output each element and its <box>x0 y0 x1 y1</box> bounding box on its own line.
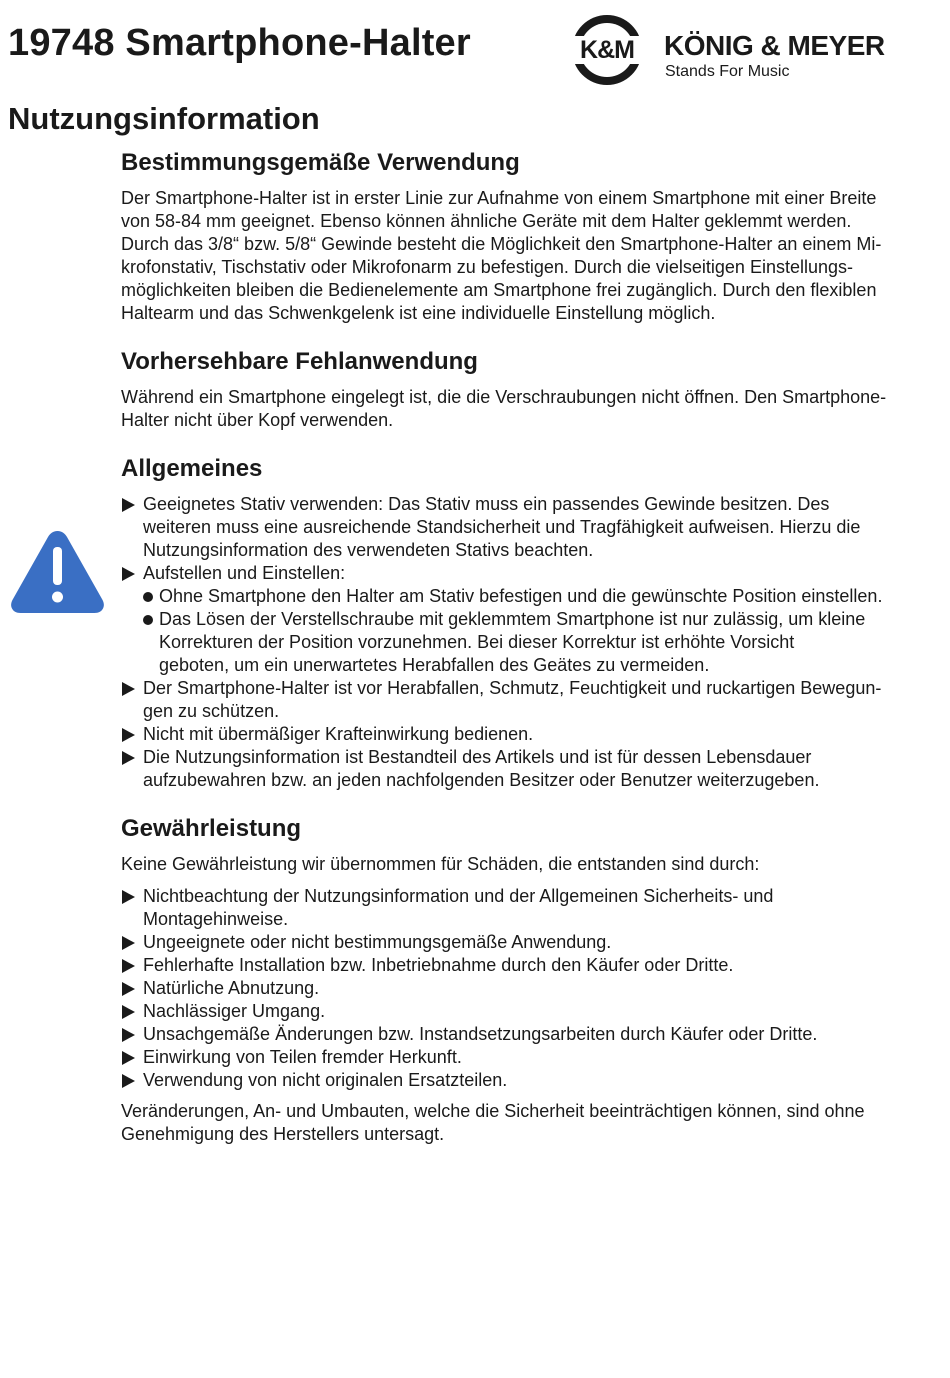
text-line: Unsachgemäße Änderungen bzw. Instandsetzungsarbeiten durch Käufer oder Dritte. <box>143 1024 818 1044</box>
dot-bullet-icon <box>143 615 153 625</box>
arrow-bullet-icon <box>122 1005 135 1019</box>
document-title: 19748 Smartphone-Halter <box>8 22 471 64</box>
text-line: weiteren muss eine ausreichende Standsicherheit und Tragfähigkeit aufweisen. Hierzu die <box>143 517 861 537</box>
arrow-bullet-icon <box>122 682 135 696</box>
text-line: Veränderungen, An- und Umbauten, welche die Sicherheit beeinträchtigen können, sind ohne <box>121 1101 865 1121</box>
paragraph <box>121 853 933 876</box>
section-intended-use <box>121 147 933 325</box>
text-line: Aufstellen und Einstellen: <box>143 563 346 583</box>
text-line: Ungeeignete oder nicht bestimmungsgemäße Anwendung. <box>143 932 612 952</box>
document-body <box>121 147 933 1146</box>
text-line: Fehlerhafte Installation bzw. Inbetriebnahme durch den Käufer oder Dritte. <box>143 955 734 975</box>
brand-logo <box>566 12 936 88</box>
general-list <box>121 493 933 792</box>
text-line: Nichtbeachtung der Nutzungsinformation und der Allgemeinen Sicherheits- und <box>143 886 774 906</box>
text-line: Genehmigung des Herstellers untersagt. <box>121 1124 445 1144</box>
list-item <box>121 977 933 1000</box>
text-line: Die Nutzungsinformation ist Bestandteil des Artikels und ist für dessen Lebensdauer <box>143 747 812 767</box>
text-line: Der Smartphone-Halter ist vor Herabfallen, Schmutz, Feuchtigkeit und ruckartigen Bewegun- <box>143 678 882 698</box>
list-item <box>121 746 933 792</box>
section-heading: Bestimmungsgemäße Verwendung <box>121 149 520 176</box>
list-item <box>121 885 933 931</box>
arrow-bullet-icon <box>122 959 135 973</box>
section-general <box>121 453 933 792</box>
text-line: Geeignetes Stativ verwenden: Das Stativ muss ein passendes Gewinde besitzen. Des <box>143 494 830 514</box>
list-item <box>121 931 933 954</box>
list-item <box>121 1000 933 1023</box>
list-item <box>121 677 933 723</box>
sub-list-item <box>121 608 933 677</box>
document-subtitle: Nutzungsinformation <box>8 101 320 136</box>
arrow-bullet-icon <box>122 498 135 512</box>
text-line: krofonstativ, Tischstativ oder Mikrofonarm zu befestigen. Durch die vielseitigen Einstellungs- <box>121 257 853 277</box>
arrow-bullet-icon <box>122 890 135 904</box>
arrow-bullet-icon <box>122 567 135 581</box>
section-heading: Vorhersehbare Fehlanwendung <box>121 348 478 375</box>
text-line: Keine Gewährleistung wir übernommen für Schäden, die entstanden sind durch: <box>121 854 760 874</box>
text-line: Während ein Smartphone eingelegt ist, die die Verschraubungen nicht öffnen. Den Smartphone- <box>121 387 887 407</box>
text-line: Durch das 3/8“ bzw. 5/8“ Gewinde besteht die Möglichkeit den Smartphone-Halter an einem Mi- <box>121 234 882 254</box>
text-line: Nachlässiger Umgang. <box>143 1001 326 1021</box>
list-item <box>121 723 933 746</box>
text-line: Das Lösen der Verstellschraube mit geklemmtem Smartphone ist nur zulässig, um kleine <box>159 609 866 629</box>
text-line: Nutzungsinformation des verwendeten Stativs beachten. <box>143 540 594 560</box>
list-item <box>121 1046 933 1069</box>
section-heading: Allgemeines <box>121 455 263 482</box>
list-item <box>121 493 933 562</box>
text-line: geboten, um ein unerwartetes Herabfallen des Geätes zu vermeiden. <box>159 655 710 675</box>
arrow-bullet-icon <box>122 936 135 950</box>
list-item <box>121 1023 933 1046</box>
arrow-bullet-icon <box>122 1074 135 1088</box>
text-line: Montagehinweise. <box>143 909 289 929</box>
list-item <box>121 954 933 977</box>
text-line: aufzubewahren bzw. an jeden nachfolgenden Besitzer oder Benutzer weiterzugeben. <box>143 770 820 790</box>
arrow-bullet-icon <box>122 728 135 742</box>
brand-name: KÖNIG & MEYER <box>664 30 885 61</box>
arrow-bullet-icon <box>122 751 135 765</box>
section-warranty <box>121 813 933 1146</box>
paragraph <box>121 1100 933 1146</box>
text-line: Natürliche Abnutzung. <box>143 978 320 998</box>
arrow-bullet-icon <box>122 982 135 996</box>
text-line: von 58-84 mm geeignet. Ebenso können ähnliche Geräte mit dem Halter geklemmt werden. <box>121 211 852 231</box>
text-line: gen zu schützen. <box>143 701 280 721</box>
arrow-bullet-icon <box>122 1028 135 1042</box>
text-line: Verwendung von nicht originalen Ersatzteilen. <box>143 1070 508 1090</box>
text-line: Nicht mit übermäßiger Krafteinwirkung bedienen. <box>143 724 534 744</box>
arrow-bullet-icon <box>122 1051 135 1065</box>
text-line: möglichkeiten bleiben die Bedienelemente am Smartphone frei zugänglich. Durch den flexiblen <box>121 280 877 300</box>
svg-text:K&M: K&M <box>580 36 634 64</box>
text-line: Einwirkung von Teilen fremder Herkunft. <box>143 1047 462 1067</box>
brand-slogan: Stands For Music <box>665 63 790 80</box>
text-line: Haltearm und das Schwenkgelenk ist eine individuelle Einstellung möglich. <box>121 303 716 323</box>
warranty-list <box>121 885 933 1092</box>
text-line: Korrekturen der Position vorzunehmen. Bei dieser Korrektur ist erhöhte Vorsicht <box>159 632 795 652</box>
paragraph <box>121 386 933 432</box>
paragraph <box>121 187 933 325</box>
warning-triangle-icon <box>8 527 107 616</box>
sub-list-item <box>121 585 933 608</box>
section-foreseeable-misuse <box>121 346 933 432</box>
dot-bullet-icon <box>143 592 153 602</box>
list-item <box>121 1069 933 1092</box>
list-item <box>121 562 933 585</box>
section-heading: Gewährleistung <box>121 815 302 842</box>
text-line: Der Smartphone-Halter ist in erster Linie zur Aufnahme von einem Smartphone mit einer Breite <box>121 188 877 208</box>
text-line: Ohne Smartphone den Halter am Stativ befestigen und die gewünschte Position einstellen. <box>159 586 883 606</box>
km-logo-icon <box>566 12 648 88</box>
text-line: Halter nicht über Kopf verwenden. <box>121 410 394 430</box>
